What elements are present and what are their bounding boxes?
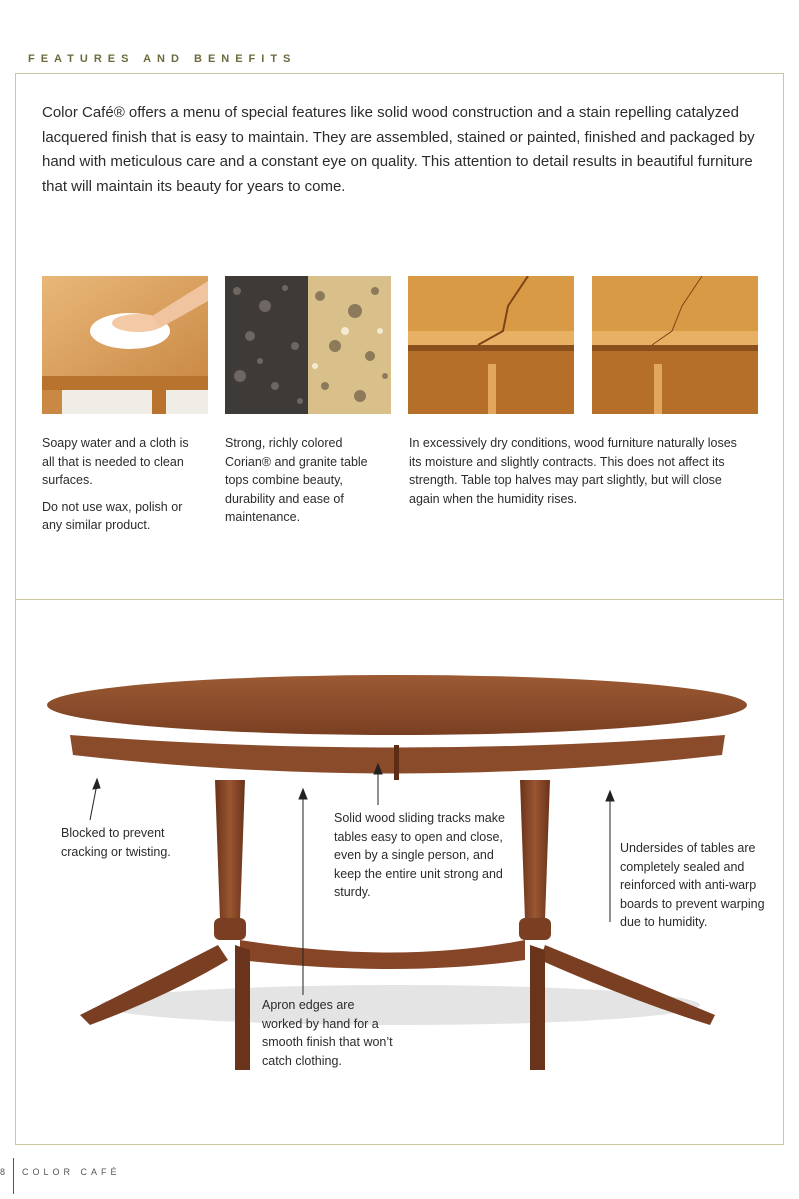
- caption-paragraph: Do not use wax, polish or any similar product.: [42, 499, 183, 532]
- table-top-halves-photo-parted: [592, 276, 758, 414]
- footer-brand: COLOR CAFÉ: [22, 1167, 121, 1177]
- intro-paragraph: Color Café® offers a menu of special features like solid wood construction and a stain repelling catalyzed lacquered finish that is easy to maintain. They are assembled, stained or painted, finished and packaged by hand with meticulous care and a constant eye on quality. This attention to detail results in beautiful furniture that will maintain its beauty for years to come.: [42, 104, 755, 195]
- corian-granite-photo: [225, 276, 391, 414]
- caption-paragraph: In excessively dry conditions, wood furniture naturally loses its moisture and slightly contracts. This does not affect its strength. Table top halves may part slightly, but will close again when the humidity rises.: [409, 436, 737, 506]
- table-top-halves-photo-closed: [408, 276, 574, 414]
- cleaning-cloth-photo: [42, 276, 208, 414]
- feature-caption-cleaning: [42, 434, 202, 543]
- section-title: FEATURES AND BENEFITS: [28, 53, 297, 65]
- feature-caption-corian: [225, 434, 390, 535]
- callout-apron-edges: Apron edges are worked by hand for a smooth finish that won’t catch clothing.: [262, 998, 393, 1068]
- page-number: 8: [0, 1167, 6, 1177]
- callout-undersides: Undersides of tables are completely sealed and reinforced with anti-warp boards to prevent warping due to humidity.: [620, 841, 765, 929]
- feature-caption-humidity: [409, 434, 749, 516]
- section-divider: [15, 599, 784, 600]
- caption-paragraph: Strong, richly colored Corian® and granite table tops combine beauty, durability and ease of maintenance.: [225, 436, 368, 524]
- callout-sliding-tracks: Solid wood sliding tracks make tables easy to open and close, even by a single person, and keep the entire unit strong and sturdy.: [334, 811, 505, 899]
- footer-rule: [13, 1158, 14, 1194]
- callout-blocked: Blocked to prevent cracking or twisting.: [61, 826, 171, 859]
- caption-paragraph: Soapy water and a cloth is all that is needed to clean surfaces.: [42, 436, 189, 487]
